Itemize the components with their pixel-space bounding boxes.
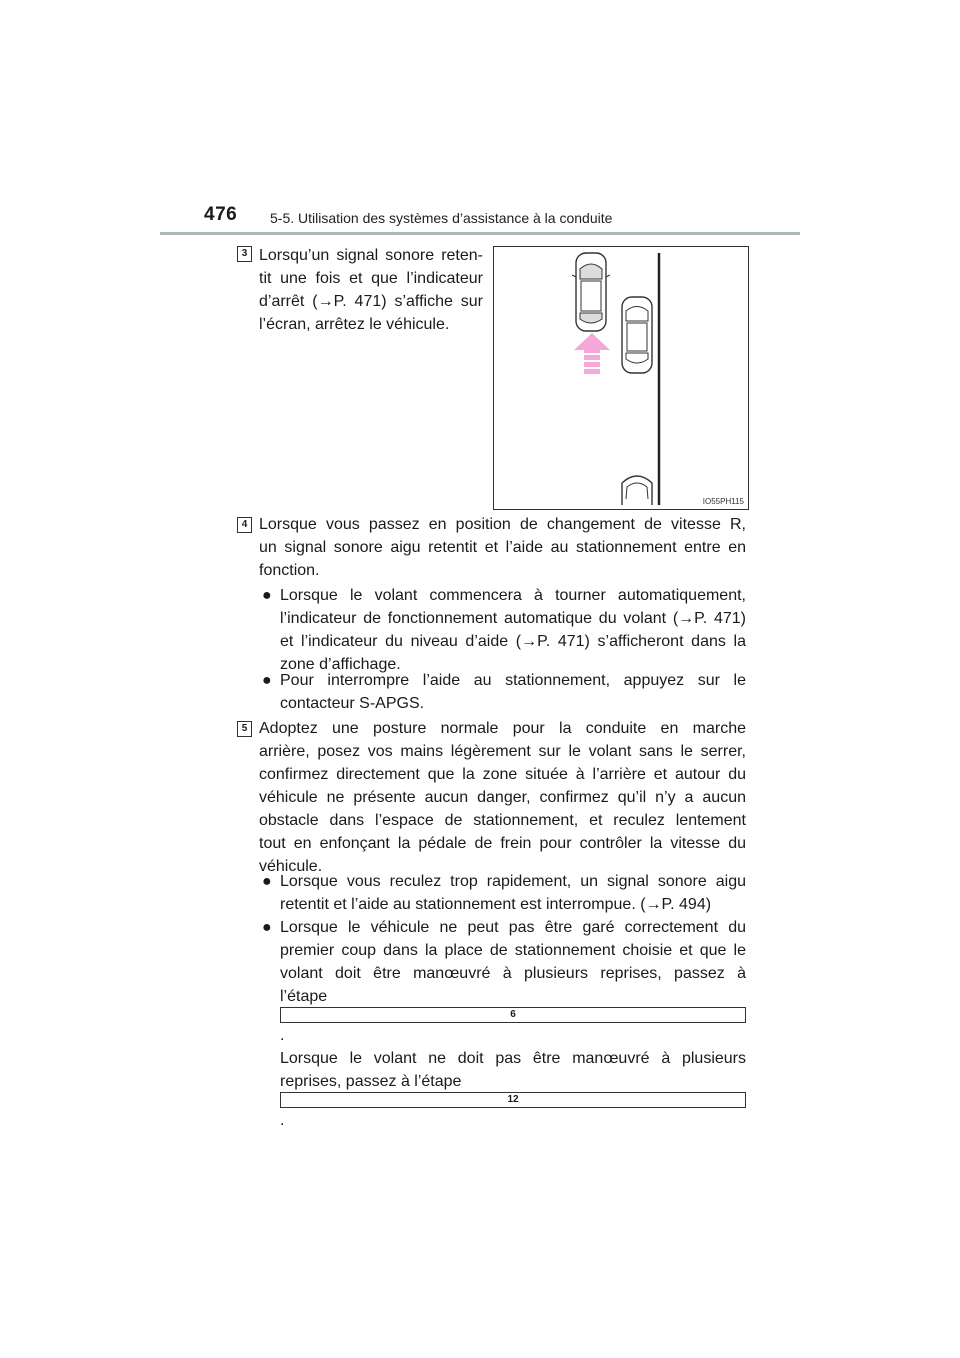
bullet-text — [280, 584, 746, 676]
header-divider — [160, 232, 800, 235]
step-badge-3: 3 — [237, 246, 252, 262]
step-badge-4: 4 — [237, 517, 252, 533]
bullet-line: premier coup dans la place de stationnement choisie et que le — [280, 942, 746, 959]
parked-vehicle-icon — [622, 297, 652, 373]
bullet-text — [280, 669, 746, 715]
step-3-line: l’écran, arrêtez le véhicule. — [259, 316, 450, 333]
bullet-line: Lorsque le volant commencera à tourner automatiquement, — [280, 587, 746, 604]
step-5-line: tout en enfonçant la pédale de frein pour contrôler la vitesse du — [259, 835, 746, 852]
step-3-text — [259, 244, 483, 336]
parking-illustration — [493, 246, 749, 510]
step-5-bullet-2 — [262, 916, 746, 1129]
goto-prefix: l’étape — [280, 988, 328, 1005]
bullet-line: Lorsque le volant ne doit pas être manœuvré à plusieurs — [280, 1050, 746, 1067]
bullet-text — [280, 916, 746, 1132]
step-4-line: fonction. — [259, 562, 320, 579]
bullet-line: l’indicateur de fonctionnement automatique du volant (→P. 471) — [280, 610, 746, 627]
bullet-line: Lorsque vous reculez trop rapidement, un signal sonore aigu — [280, 873, 746, 890]
step-5-line: obstacle dans l’espace de stationnement, et reculez lentement — [259, 812, 746, 829]
bullet-line: contacteur S-APGS. — [280, 695, 425, 712]
step-badge-5: 5 — [237, 721, 252, 737]
goto-suffix: . — [280, 1027, 285, 1044]
step-3-line: tit une fois et que l’indicateur — [259, 270, 483, 287]
rear-vehicle-icon — [622, 476, 652, 505]
step-5-line: véhicule. — [259, 858, 323, 875]
goto-step-12-line — [280, 1070, 746, 1132]
step-ref-badge-12: 12 — [280, 1092, 746, 1108]
step-5-text — [259, 717, 746, 878]
bullet-icon: ● — [262, 672, 272, 689]
step-4-line: Lorsque vous passez en position de changement de vitesse R, — [259, 516, 746, 533]
bullet-icon: ● — [262, 587, 272, 604]
step-5-line: Adoptez une posture normale pour la conduite en marche — [259, 720, 746, 737]
bullet-line: retentit et l’aide au stationnement est interrompue. (→P. 494) — [280, 896, 712, 913]
bullet-text — [280, 870, 746, 916]
step-4-bullet-2 — [262, 669, 746, 715]
step-5-bullet-1 — [262, 870, 746, 916]
chapter-title: 5-5. Utilisation des systèmes d’assistance à la conduite — [270, 210, 613, 226]
bullet-line: et l’indicateur du niveau d’aide (→P. 471) s’afficheront dans la — [280, 633, 746, 650]
bullet-line: volant doit être manœuvré à plusieurs reprises, passez à — [280, 965, 746, 982]
bullet-icon: ● — [262, 919, 272, 936]
bullet-line: Lorsque le véhicule ne peut pas être garé correctement du — [280, 919, 746, 936]
bullet-line: zone d’affichage. — [280, 656, 401, 673]
step-5-line: confirmez directement que la zone située à l’arrière et autour du — [259, 766, 746, 783]
step-4-line: un signal sonore aigu retentit et l’aide au stationnement entre en — [259, 539, 746, 556]
goto-prefix: reprises, passez à l’étape — [280, 1073, 462, 1090]
page-number: 476 — [204, 204, 238, 225]
step-4-bullet-1 — [262, 584, 746, 676]
bullet-line: Pour interrompre l’aide au stationnement, appuyez sur le — [280, 672, 746, 689]
step-3-line: Lorsqu’un signal sonore reten- — [259, 247, 483, 264]
goto-suffix: . — [280, 1112, 285, 1129]
goto-step-6-line — [280, 985, 746, 1047]
reverse-arrow-icon — [574, 333, 610, 374]
step-ref-badge-6: 6 — [280, 1007, 746, 1023]
parking-diagram-svg — [494, 247, 748, 509]
step-4-text — [259, 513, 746, 582]
step-5-line: arrière, posez vos mains légèrement sur le volant sans le serrer, — [259, 743, 746, 760]
step-5-line: véhicule ne présente aucun danger, confirmez qu’il n’y a aucun — [259, 789, 746, 806]
own-vehicle-icon — [572, 253, 610, 331]
bullet-icon: ● — [262, 873, 272, 890]
step-3-line: d’arrêt (→P. 471) s’affiche sur — [259, 293, 483, 310]
figure-code: IO55PH115 — [702, 497, 744, 506]
